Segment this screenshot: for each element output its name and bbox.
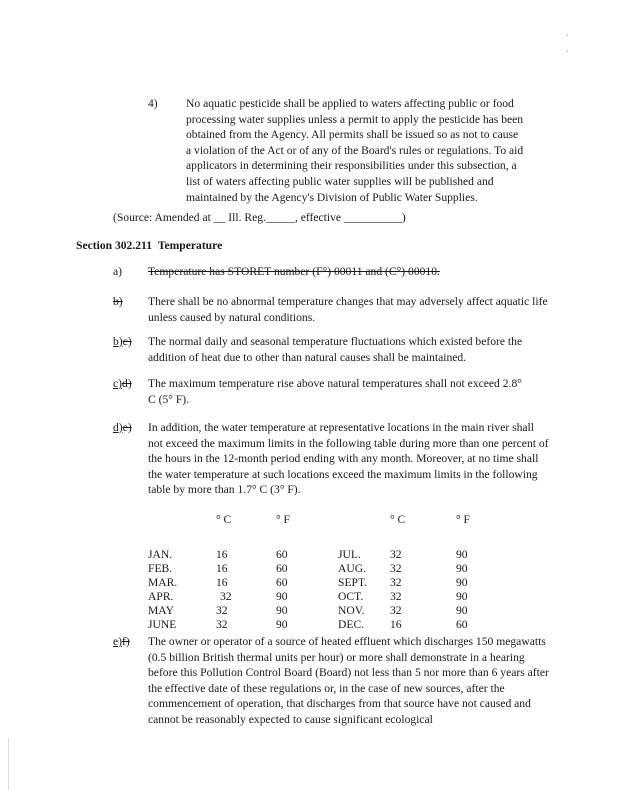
table-cell: 90 bbox=[456, 562, 468, 575]
table-cell: 90 bbox=[456, 548, 468, 561]
table-row bbox=[148, 562, 496, 576]
item-e-marker-new: d) bbox=[113, 421, 123, 434]
table-cell: 90 bbox=[456, 590, 468, 603]
table-header-cell: ° C bbox=[216, 513, 232, 526]
table-header-row bbox=[148, 506, 496, 534]
table-cell: 32 bbox=[216, 618, 228, 631]
table-row bbox=[148, 590, 496, 604]
temperature-table bbox=[148, 506, 496, 632]
table-cell: 16 bbox=[390, 618, 402, 631]
table-cell: 60 bbox=[456, 618, 468, 631]
table-cell: 90 bbox=[456, 604, 468, 617]
item-f-marker bbox=[113, 634, 130, 650]
table-cell: DEC. bbox=[338, 618, 365, 631]
table-row bbox=[148, 576, 496, 590]
table-cell: 90 bbox=[276, 618, 288, 631]
table-cell: JUL. bbox=[338, 548, 361, 561]
table-header-cell bbox=[338, 506, 390, 534]
item-c-marker-new: b) bbox=[113, 335, 123, 348]
table-cell: NOV. bbox=[338, 604, 365, 617]
table-cell: 32 bbox=[390, 576, 402, 589]
table-cell: JUNE bbox=[148, 618, 177, 631]
table-cell: FEB. bbox=[148, 562, 173, 575]
item-f-marker-new: e) bbox=[113, 635, 123, 648]
table-cell: 32 bbox=[390, 562, 402, 575]
item-c-text: The normal daily and seasonal temperature fluctuations which existed before the addition of heat due to other than natural causes shall be maintained. bbox=[148, 335, 523, 364]
item-d-marker-old: d) bbox=[122, 377, 132, 390]
table-cell: 16 bbox=[216, 548, 228, 561]
section-number: Section 302.211 bbox=[76, 239, 153, 252]
table-row bbox=[148, 548, 496, 562]
item-c-marker bbox=[113, 334, 132, 350]
table-cell: OCT. bbox=[338, 590, 364, 603]
item-a-text-deleted: Temperature has STORET number (F°) 00011 and (C°) 00010. bbox=[148, 265, 440, 278]
item-c-marker-old: c) bbox=[122, 335, 132, 348]
item-d-marker-new: c) bbox=[113, 377, 123, 390]
section-title: Temperature bbox=[157, 239, 223, 252]
table-cell: 32 bbox=[390, 590, 402, 603]
item-b-text: There shall be no abnormal temperature changes that may adversely affect aquatic life unless caused by natural conditions. bbox=[148, 295, 548, 324]
corner-marks: . . bbox=[566, 28, 595, 55]
table-cell: 32 bbox=[390, 548, 402, 561]
item-d-text: The maximum temperature rise above natural temperatures shall not exceed 2.8° C (5° F). bbox=[148, 377, 522, 406]
table-cell: 16 bbox=[216, 576, 228, 589]
table-cell: SEPT. bbox=[338, 576, 368, 589]
table-cell: 60 bbox=[276, 562, 288, 575]
table-cell: 32 bbox=[216, 604, 228, 617]
table-header-cell: ° C bbox=[390, 513, 406, 526]
table-cell: 32 bbox=[220, 590, 232, 603]
item-a-marker: a) bbox=[113, 265, 123, 278]
table-cell: MAR. bbox=[148, 576, 178, 589]
item-d-marker bbox=[113, 376, 132, 392]
table-cell: 90 bbox=[276, 590, 288, 603]
item-4-text: No aquatic pesticide shall be applied to waters affecting public or food processing water supplies unless a permit to apply the pesticide has been obtained from the Agency. All permits shall be issued so as not to cause a violation of the Act or of any of the Board's rules or regulations. To aid applicators in determining their responsibilities under this subsection, a list of waters affecting public water supplies will be published and maintained by the Agency's Division of Public Water Supplies. bbox=[186, 97, 524, 204]
item-f-text: The owner or operator of a source of heated effluent which discharges 150 megawatts (0.5 billion British thermal units per hour) or more shall demonstrate in a hearing before this Pollution Control Board (Board) not less than 5 nor more than 6 years after the effective date of these regulations or, in the case of new sources, after the commencement of operation, that discharges from that source have not caused and cannot be reasonably expected to cause significant ecological bbox=[148, 635, 549, 726]
item-e-marker-old: e) bbox=[122, 421, 132, 434]
table-cell: AUG. bbox=[338, 562, 367, 575]
table-header-cell: ° F bbox=[276, 513, 290, 526]
table-cell: JAN. bbox=[148, 548, 173, 561]
table-cell: MAY bbox=[148, 604, 174, 617]
section-heading bbox=[76, 238, 222, 254]
scan-edge-line bbox=[8, 738, 9, 790]
table-cell: 90 bbox=[276, 604, 288, 617]
table-cell: APR. bbox=[148, 590, 174, 603]
table-cell: 60 bbox=[276, 548, 288, 561]
table-cell: 16 bbox=[216, 562, 228, 575]
item-b-marker-deleted: b) bbox=[113, 295, 123, 308]
table-header-cell: ° F bbox=[456, 513, 470, 526]
table-cell: 90 bbox=[456, 576, 468, 589]
item-e-marker bbox=[113, 420, 132, 436]
source-note: (Source: Amended at __ Ill. Reg._____, effective __________) bbox=[113, 211, 406, 224]
table-header-cell bbox=[148, 506, 216, 534]
item-4-marker: 4) bbox=[148, 97, 158, 110]
item-f-marker-old: f) bbox=[122, 635, 130, 648]
item-e-text: In addition, the water temperature at representative locations in the main river shall not exceed the maximum limits in the following table during more than one percent of the hours in the 12-month period ending with any month. Moreover, at no time shall the water temperature at such locations exceed the maximum limits in the following table by more than 1.7° C (3° F). bbox=[148, 421, 549, 497]
table-row bbox=[148, 604, 496, 618]
table-cell: 60 bbox=[276, 576, 288, 589]
table-row bbox=[148, 618, 496, 632]
table-cell: 32 bbox=[390, 604, 402, 617]
